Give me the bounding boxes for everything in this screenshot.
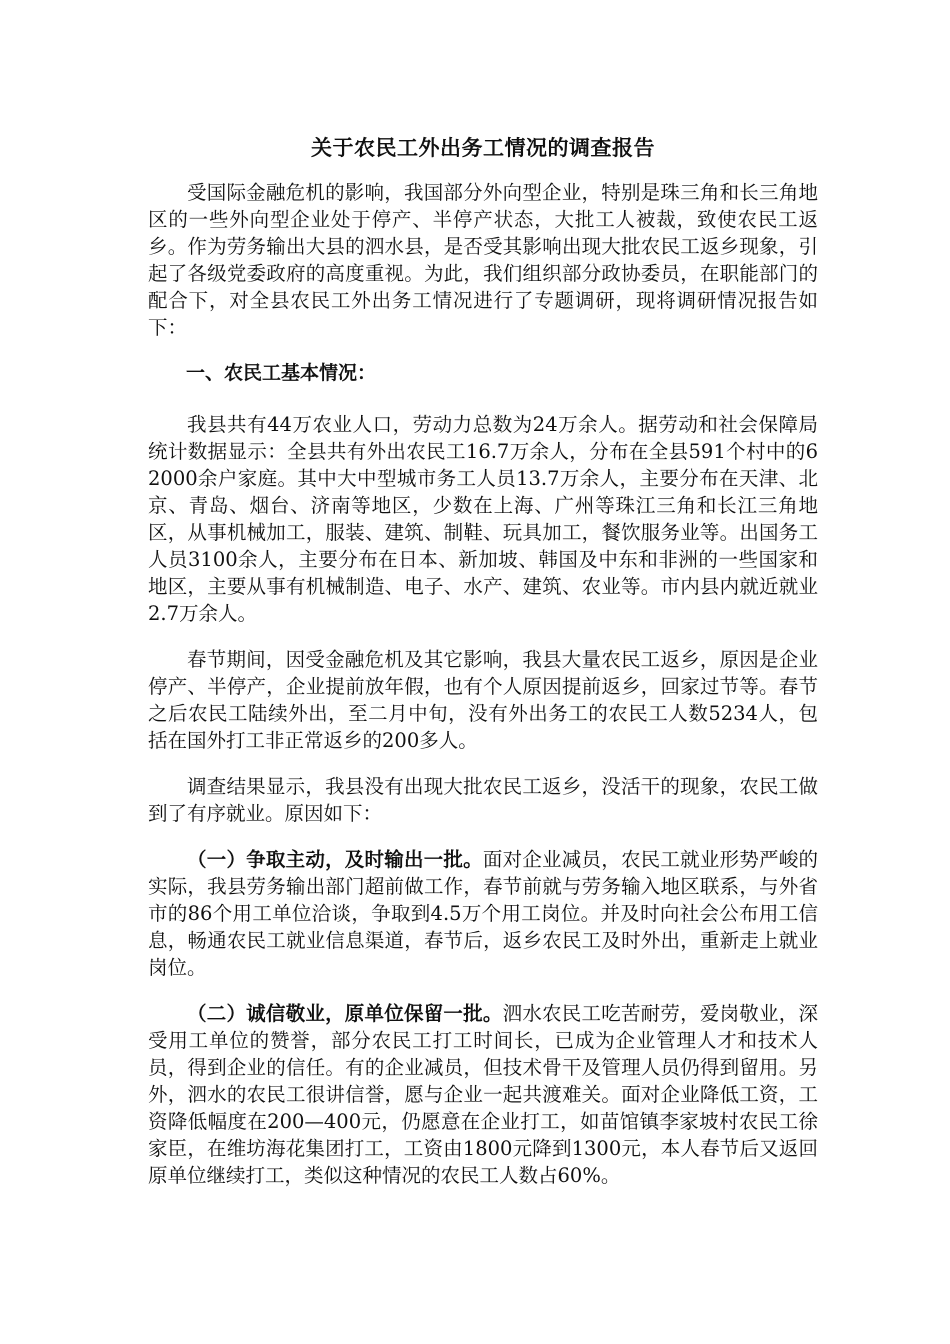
item-one-title: （一）争取主动，及时输出一批。 — [187, 848, 483, 871]
item-one-body: 面对企业减员，农民工就业形势严峻的实际，我县劳务输出部门超前做工作，春节前就与劳务输入地区联系，与外省市的86个用工单位洽谈，争取到4.5万个用工岗位。并及时向社会公布用工信息，畅通农民工就业信息渠道，春节后，返乡农民工及时外出，重新走上就业岗位。 — [148, 848, 818, 979]
paragraph-population-stats: 我县共有44万农业人口，劳动力总数为24万余人。据劳动和社会保障局统计数据显示：全县共有外出农民工16.7万余人，分布在全县591个村中的62000余户家庭。其中大中型城市务工人员13.7万余人，主要分布在天津、北京、青岛、烟台、济南等地区，少数在上海、广州等珠江三角和长江三角地区，从事机械加工，服装、建筑、制鞋、玩具加工，餐饮服务业等。出国务工人员3100余人，主要分布在日本、新加坡、韩国及中东和非洲的一些国家和地区，主要从事有机械制造、电子、水产、建筑、农业等。市内县内就近就业2.7万余人。 — [148, 413, 818, 625]
item-two-body: 泗水农民工吃苦耐劳，爱岗敬业，深受用工单位的赞誉，部分农民工打工时间长，已成为企业管理人才和技术人员，得到企业的信任。有的企业减员，但技术骨干及管理人员仍得到留用。另外，泗水的农民工很讲信誉，愿与企业一起共渡难关。面对企业降低工资，工资降低幅度在200—400元，仍愿意在企业打工，如苗馆镇李家坡村农民工徐家臣，在维坊海花集团打工，工资由1800元降到1300元，本人春节后又返回原单位继续打工，类似这种情况的农民工人数占60%。 — [148, 1002, 818, 1187]
item-two-title: （二）诚信敬业，原单位保留一批。 — [187, 1002, 503, 1025]
item-two-paragraph — [148, 1000, 818, 1189]
paragraph-survey-results: 调查结果显示，我县没有出现大批农民工返乡，没活干的现象，农民工做到了有序就业。原因如下： — [148, 775, 818, 825]
section-heading-basic-situation: 一、农民工基本情况： — [186, 362, 377, 384]
paragraph-spring-festival-return: 春节期间，因受金融危机及其它影响，我县大量农民工返乡，原因是企业停产、半停产，企业提前放年假，也有个人原因提前返乡，回家过节等。春节之后农民工陆续外出，至二月中旬，没有外出务工的农民工人数5234人，包括在国外打工非正常返乡的200多人。 — [148, 648, 818, 752]
document-title: 关于农民工外出务工情况的调查报告 — [311, 136, 655, 160]
item-one-paragraph — [148, 846, 818, 981]
intro-paragraph: 受国际金融危机的影响，我国部分外向型企业，特别是珠三角和长三角地区的一些外向型企业处于停产、半停产状态，大批工人被裁，致使农民工返乡。作为劳务输出大县的泗水县，是否受其影响出现大批农民工返乡现象，引起了各级党委政府的高度重视。为此，我们组织部分政协委员，在职能部门的配合下，对全县农民工外出务工情况进行了专题调研，现将调研情况报告如下： — [148, 181, 818, 339]
document-body — [148, 133, 818, 1208]
